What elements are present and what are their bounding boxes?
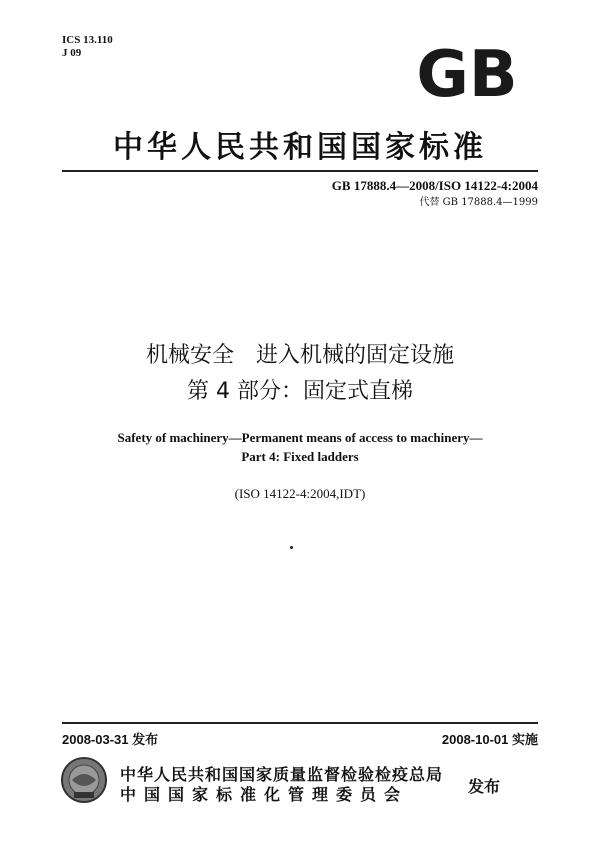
gb-logo-icon [408,44,526,102]
implementation-date: 2008-10-01 实施 [441,732,538,747]
ccs-code: J 09 [62,47,82,59]
release-label: 发布 [468,777,501,796]
replaces-note: 代替 GB 17888.4—1999 [419,197,538,208]
seal-emblem-icon [60,756,108,804]
standard-org-title: 中华人民共和国国家标准 [113,130,487,165]
issuing-authorities [120,765,443,805]
english-title-line1: Safety of machinery—Permanent means of access to machinery— [117,430,483,445]
english-title [0,428,600,466]
standard-number: GB 17888.4—2008/ISO 14122-4:2004 [331,178,538,193]
chinese-title [0,338,600,410]
bottom-divider [62,722,538,724]
issue-date: 2008-03-31 发布 [62,732,159,747]
chinese-title-line2: 第 4 部分：固定式直梯 [187,379,413,404]
issuer-line2: 中国国家标准化管理委员会 [120,785,409,804]
chinese-title-line1: 机械安全 进入机械的固定设施 [145,343,454,368]
ics-code: ICS 13.110 [62,34,113,46]
gb-logo-text: GB [416,44,518,102]
top-divider [62,170,538,172]
dot-mark [290,546,293,549]
iso-reference: (ISO 14122-4:2004,IDT) [234,486,366,501]
english-title-line2: Part 4: Fixed ladders [241,449,359,464]
issuer-line1: 中华人民共和国国家质量监督检验检疫总局 [120,765,444,784]
classification-codes [62,34,113,60]
